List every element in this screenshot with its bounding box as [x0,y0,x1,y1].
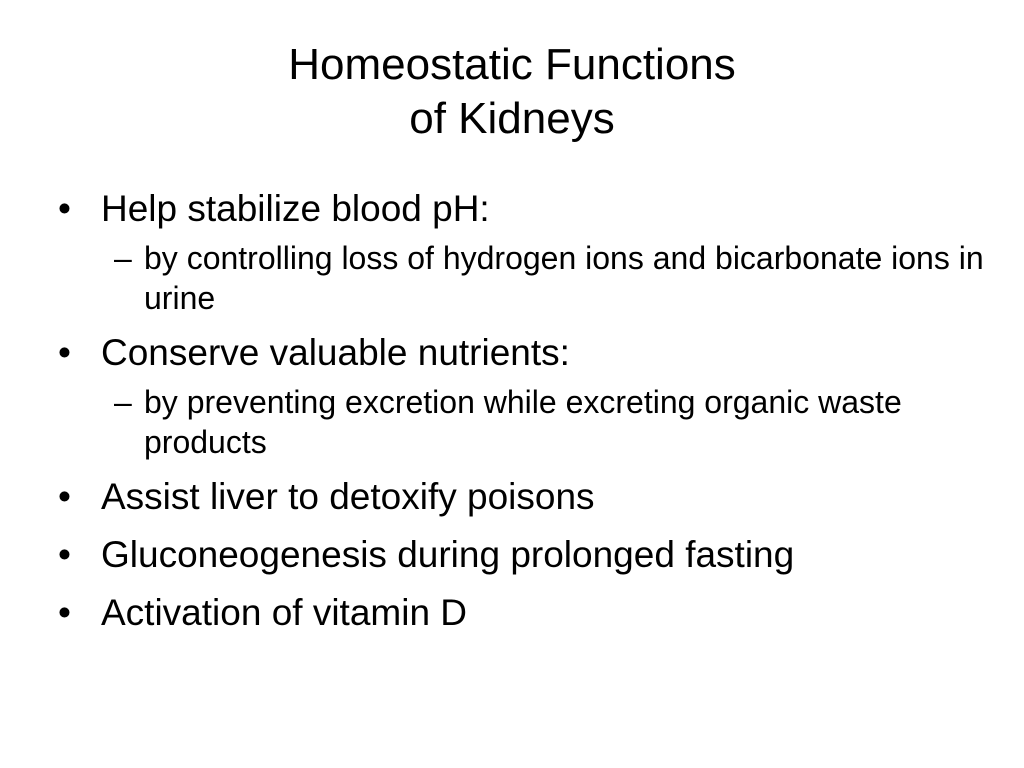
bullet-item-2 [58,330,998,462]
title-line-1: Homeostatic Functions [288,40,736,89]
sub-bullet-item-1 [100,238,998,318]
bullet-marker: • [58,534,71,575]
bullet-list [58,186,998,648]
bullet-text: Help stabilize blood pH: [101,188,490,229]
bullet-text: Gluconeogenesis during prolonged fasting [101,534,795,575]
bullet-marker: • [58,592,71,633]
bullet-text: Conserve valuable nutrients: [101,332,570,373]
bullet-marker: • [58,476,71,517]
bullet-marker: • [58,332,71,373]
bullet-item-5 [58,590,998,636]
sub-bullet-item-2 [100,382,998,462]
bullet-marker: • [58,188,71,229]
bullet-item-3 [58,474,998,520]
title-line-2: of Kidneys [409,94,615,143]
bullet-item-4 [58,532,998,578]
sub-bullet-marker: – [114,240,132,276]
sub-bullet-list [101,382,998,462]
bullet-text: Activation of vitamin D [101,592,468,633]
sub-bullet-text: by preventing excretion while excreting organic waste products [144,384,902,460]
bullet-text: Assist liver to detoxify poisons [101,476,595,517]
sub-bullet-list [101,238,998,318]
sub-bullet-marker: – [114,384,132,420]
sub-bullet-text: by controlling loss of hydrogen ions and bicarbonate ions in urine [144,240,984,316]
bullet-item-1 [58,186,998,318]
slide-title [0,38,1024,146]
